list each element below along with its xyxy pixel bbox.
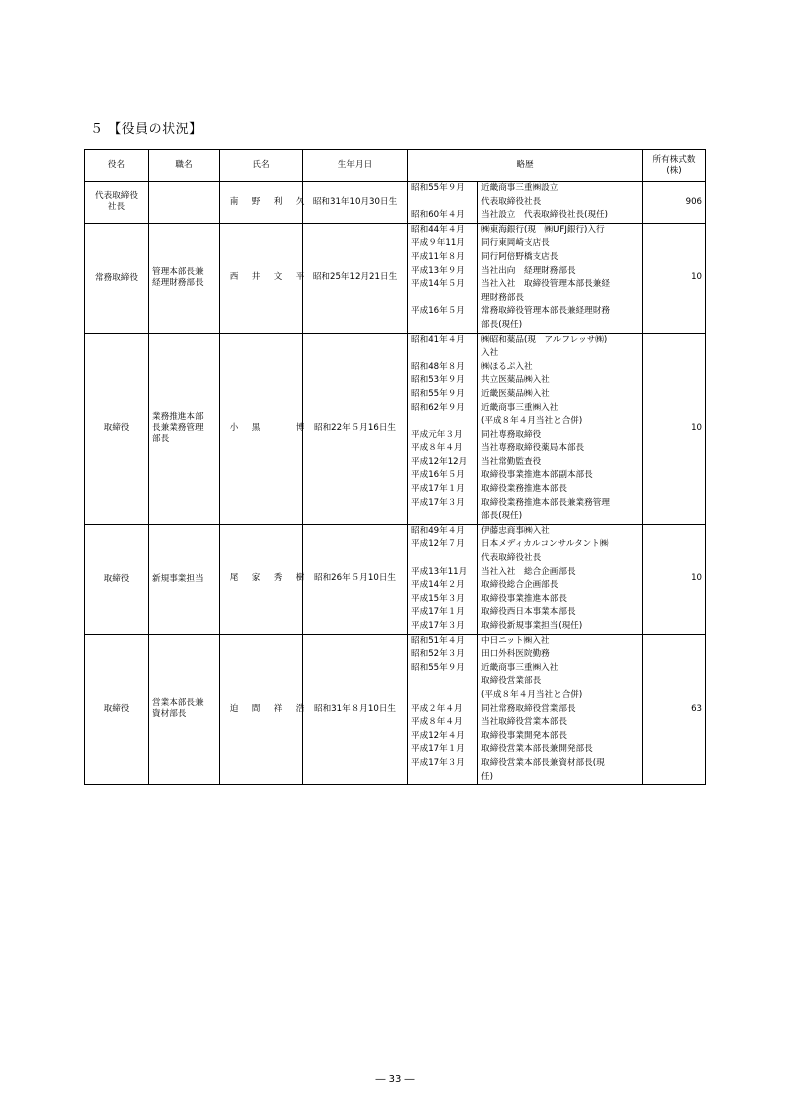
- officer-row: [85, 223, 706, 333]
- history-entry: 田口外科医院勤務: [481, 649, 550, 660]
- history-entry: ㈱ほるぷ入社: [481, 361, 533, 372]
- name-char: 西: [229, 272, 239, 283]
- history-entry: 代表取締役社長: [481, 196, 542, 207]
- history-entry: 入社: [481, 348, 499, 359]
- name-char: 間: [251, 703, 261, 714]
- officer-role: [85, 333, 149, 524]
- officer-title: [149, 223, 220, 333]
- name-char: 黒: [251, 422, 261, 433]
- history-entry: (平成８年４月当社と合併): [481, 416, 583, 427]
- name-char: 浩: [295, 703, 305, 714]
- role-line: 取締役: [103, 573, 130, 584]
- officer-shares: 906: [643, 182, 706, 224]
- history-entry: 取締役業務推進本部長兼業務管理: [481, 497, 610, 508]
- history-date: 平成14年２月: [411, 580, 465, 591]
- history-date: 平成12年７月: [411, 539, 465, 550]
- officer-name: [220, 524, 303, 634]
- history-entry: (平成８年４月当社と合併): [481, 689, 583, 700]
- history-date: 昭和55年９月: [411, 183, 465, 193]
- title-line: 経理財務部長: [152, 278, 204, 289]
- officer-shares: 10: [643, 524, 706, 634]
- history-entry: 代表取締役社長: [481, 553, 542, 564]
- history-entry: 伊藤忠商事㈱入社: [481, 525, 550, 536]
- history-date: 平成２年４月: [411, 703, 463, 714]
- history-date: 平成９年11月: [411, 238, 465, 249]
- role-line: 社長: [107, 202, 126, 213]
- history-date: 平成16年５月: [411, 306, 465, 317]
- header-history: 略歴: [408, 150, 643, 182]
- officer-birth: 昭和31年８月10日生: [303, 634, 408, 785]
- title-line: 新規事業担当: [152, 573, 204, 584]
- history-entry: 取締役事業推進本部長: [481, 593, 567, 604]
- officer-title: [149, 634, 220, 785]
- history-dates: [408, 524, 478, 634]
- history-date: 平成15年３月: [411, 593, 465, 604]
- name-char: 井: [251, 272, 261, 283]
- name-char: 利: [273, 196, 283, 207]
- role-line: 取締役: [103, 423, 130, 434]
- history-date: 昭和53年９月: [411, 375, 465, 386]
- name-char: 平: [295, 272, 305, 283]
- officers-table: [84, 149, 706, 785]
- role-line: 取締役: [103, 703, 130, 714]
- name-char: 久: [295, 196, 305, 207]
- officer-birth: 昭和26年５月10日生: [303, 524, 408, 634]
- history-date: 平成11年８月: [411, 251, 465, 262]
- name-char: 秀: [273, 573, 283, 584]
- history-entry: 部長(現任): [481, 511, 523, 522]
- title-line: 資材部長: [152, 709, 187, 720]
- history-date: 平成８年４月: [411, 443, 463, 454]
- history-entry: 当社設立 代表取締役社長(現任): [481, 210, 609, 221]
- officer-role: [85, 223, 149, 333]
- history-entry: 同行阿倍野橋支店長: [481, 251, 559, 262]
- officer-row: [85, 182, 706, 224]
- history-date: 昭和60年４月: [411, 210, 465, 221]
- history-entry: 同社常務取締役営業部長: [481, 703, 576, 714]
- history-entry: 近畿商事三重㈱入社: [481, 662, 559, 673]
- history-date: 平成元年３月: [411, 429, 463, 440]
- officer-birth: 昭和22年５月16日生: [303, 333, 408, 524]
- history-date: 昭和49年４月: [411, 525, 465, 536]
- officer-rows: [85, 182, 706, 785]
- history-entry: 同行東岡崎支店長: [481, 238, 550, 249]
- officer-birth: 昭和25年12月21日生: [303, 223, 408, 333]
- role-line: 常務取締役: [95, 272, 138, 283]
- history-date: 平成17年１月: [411, 484, 465, 495]
- officer-role: [85, 634, 149, 785]
- history-entry: 任): [481, 771, 493, 782]
- history-text: [478, 223, 643, 333]
- history-date: 平成13年11月: [411, 566, 468, 577]
- history-date: 昭和48年８月: [411, 361, 465, 372]
- history-date: 昭和55年９月: [411, 662, 465, 673]
- history-entry: 部長(現任): [481, 319, 523, 330]
- history-entry: 取締役営業本部長兼資材部長(現: [481, 757, 605, 768]
- history-entry: 同社専務取締役: [481, 429, 542, 440]
- history-entry: 理財務部長: [481, 292, 524, 303]
- officer-title: [149, 182, 220, 224]
- page-number: ― 33 ―: [375, 1074, 415, 1085]
- name-char: 尾: [229, 573, 239, 584]
- title-line: 営業本部長兼: [152, 698, 204, 709]
- officer-shares: 10: [643, 223, 706, 333]
- name-char: 南: [229, 196, 239, 207]
- name-char: 小: [229, 422, 239, 433]
- officer-row: [85, 524, 706, 634]
- name-char: 迫: [229, 703, 239, 714]
- history-date: [411, 675, 474, 689]
- name-char: 樹: [295, 573, 305, 584]
- history-date: 平成17年１月: [411, 607, 465, 618]
- history-date: 昭和52年３月: [411, 649, 465, 660]
- officer-title: [149, 333, 220, 524]
- history-entry: 近畿商事三重㈱入社: [481, 402, 559, 413]
- history-date: [411, 196, 474, 210]
- history-entry: 当社専務取締役薬局本部長: [481, 443, 585, 454]
- history-entry: ㈱東海銀行(現 ㈱UFJ銀行)入行: [481, 224, 605, 235]
- officer-role: [85, 524, 149, 634]
- history-date: [411, 292, 474, 306]
- header-title: 職名: [149, 150, 220, 182]
- header-name: 氏名: [220, 150, 303, 182]
- history-date: 昭和51年４月: [411, 635, 465, 646]
- history-date: [411, 552, 474, 566]
- history-date: 平成８年４月: [411, 717, 463, 728]
- officer-name: [220, 634, 303, 785]
- history-entry: 取締役総合企画部長: [481, 580, 559, 591]
- officer-row: [85, 634, 706, 785]
- history-date: [411, 415, 474, 429]
- history-entry: 中日ニット㈱入社: [481, 635, 550, 646]
- officer-shares: 10: [643, 333, 706, 524]
- history-entry: 取締役業務推進本部長: [481, 484, 567, 495]
- history-date: 昭和55年９月: [411, 388, 465, 399]
- name-char: 文: [273, 272, 283, 283]
- history-date: 平成16年５月: [411, 470, 465, 481]
- history-date: 平成12年12月: [411, 456, 468, 467]
- history-date: 平成14年５月: [411, 279, 465, 290]
- history-entry: 当社常勤監査役: [481, 456, 542, 467]
- history-entry: 取締役事業開発本部長: [481, 730, 567, 741]
- history-date: 平成17年３月: [411, 621, 465, 631]
- header-birth: 生年月日: [303, 150, 408, 182]
- officer-name: [220, 223, 303, 333]
- history-date: 平成13年９月: [411, 265, 465, 276]
- section-title: ５ 【役員の状況】: [90, 122, 203, 137]
- history-entry: 日本メディカルコンサルタント㈱: [481, 539, 609, 550]
- header-shares: 所有株式数 (株): [643, 150, 706, 182]
- history-entry: ㈱昭和薬品(現 アルフレッサ㈱): [481, 334, 608, 345]
- history-date: 平成17年３月: [411, 497, 465, 508]
- officer-name: [220, 182, 303, 224]
- name-char: 家: [251, 573, 261, 584]
- officer-shares: 63: [643, 634, 706, 785]
- history-text: [478, 634, 643, 785]
- history-dates: [408, 182, 478, 224]
- history-entry: 近畿医薬品㈱入社: [481, 388, 550, 399]
- history-date: [411, 689, 474, 703]
- name-char: 祥: [273, 703, 283, 714]
- history-date: [411, 771, 474, 785]
- history-text: [478, 333, 643, 524]
- history-date: [411, 347, 474, 361]
- history-entry: 当社出向 経理財務部長: [481, 265, 576, 276]
- history-entry: 常務取締役管理本部長兼経理財務: [481, 306, 610, 317]
- history-entry: 取締役営業部長: [481, 676, 542, 687]
- officer-role: [85, 182, 149, 224]
- history-date: 昭和44年４月: [411, 224, 465, 235]
- history-dates: [408, 223, 478, 333]
- officer-birth: 昭和31年10月30日生: [303, 182, 408, 224]
- history-date: 昭和62年９月: [411, 402, 465, 413]
- history-entry: 取締役西日本事業本部長: [481, 607, 576, 618]
- history-date: [411, 510, 474, 524]
- history-date: 平成12年４月: [411, 730, 465, 741]
- history-entry: 近畿商事三重㈱設立: [481, 183, 559, 193]
- history-text: [478, 182, 643, 224]
- history-date: [411, 319, 474, 333]
- title-line: 管理本部長兼: [152, 267, 204, 278]
- header-row: [85, 150, 706, 182]
- title-line: 部長: [152, 434, 170, 445]
- history-date: 平成17年１月: [411, 744, 465, 755]
- history-date: 平成17年３月: [411, 757, 465, 768]
- history-dates: [408, 333, 478, 524]
- title-line: 業務推進本部: [152, 412, 204, 423]
- history-entry: 当社入社 取締役管理本部長兼経: [481, 279, 610, 290]
- history-date: 昭和41年４月: [411, 334, 465, 345]
- name-char: 博: [295, 422, 305, 433]
- history-dates: [408, 634, 478, 785]
- officer-row: [85, 333, 706, 524]
- history-entry: 共立医薬品㈱入社: [481, 375, 550, 386]
- history-text: [478, 524, 643, 634]
- history-entry: 取締役事業推進本部副本部長: [481, 470, 593, 481]
- history-entry: 当社取締役営業本部長: [481, 717, 567, 728]
- title-line: 長兼業務管理: [152, 423, 204, 434]
- history-entry: 取締役新規事業担当(現任): [481, 621, 583, 631]
- header-role: 役名: [85, 150, 149, 182]
- officer-title: [149, 524, 220, 634]
- history-entry: 当社入社 総合企画部長: [481, 566, 576, 577]
- name-char: 野: [251, 196, 261, 207]
- role-line: 代表取締役: [95, 191, 138, 202]
- history-entry: 取締役営業本部長兼開発部長: [481, 744, 593, 755]
- officer-name: [220, 333, 303, 524]
